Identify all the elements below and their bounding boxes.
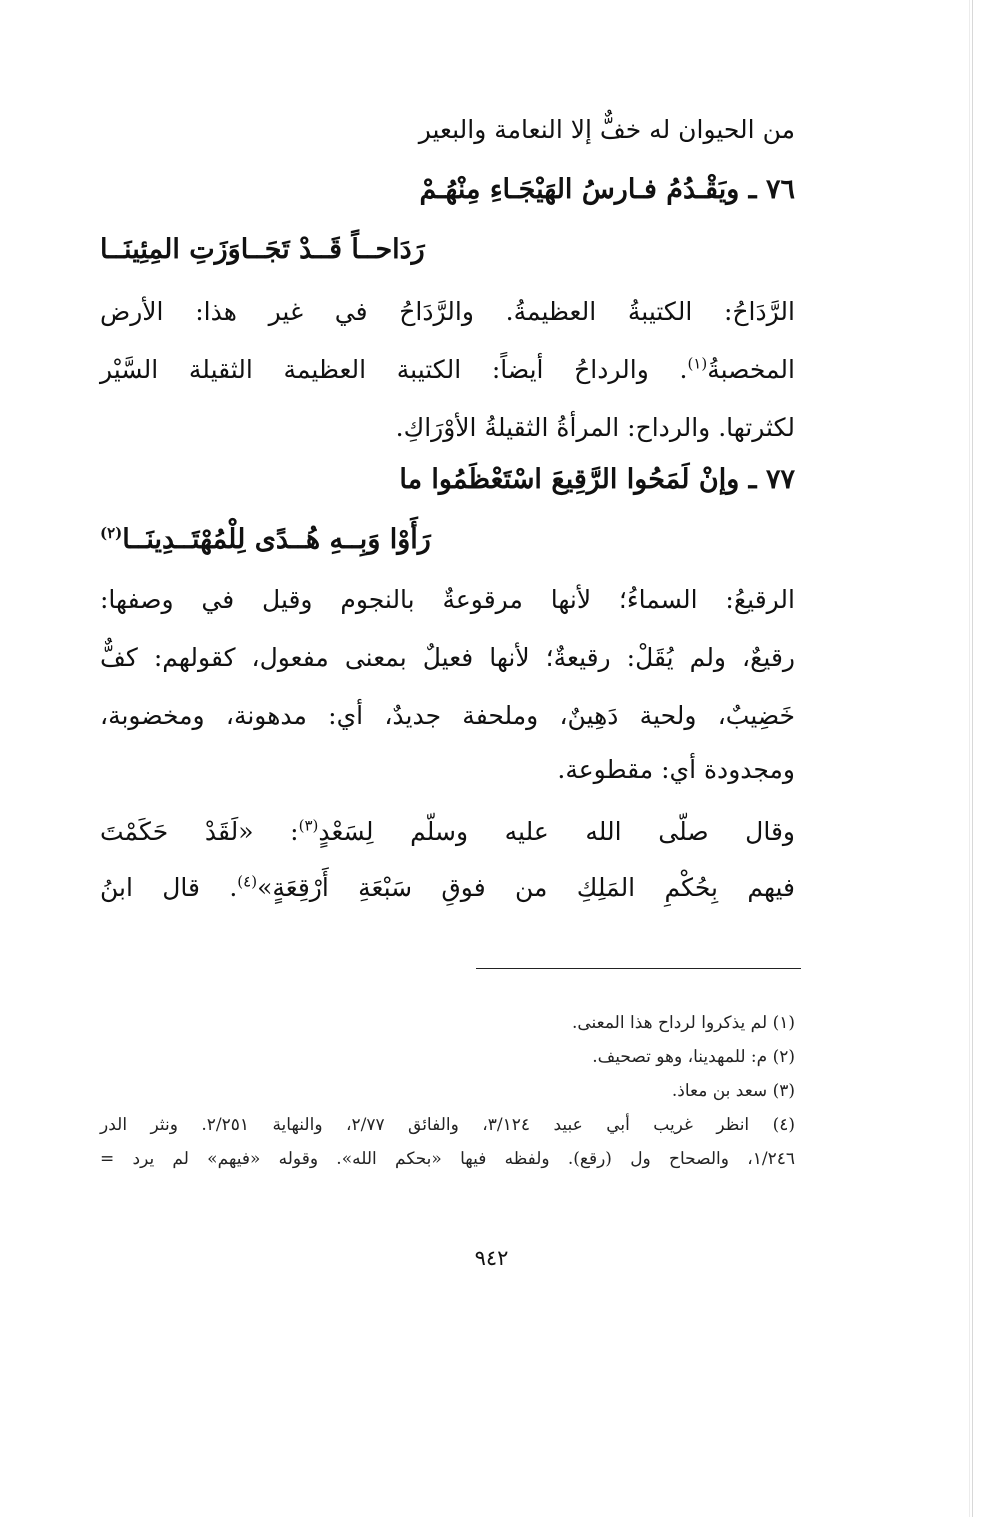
footnote-ref-2: (٢) (100, 524, 123, 542)
para-2-line-4 (557, 742, 795, 798)
para-1-line-2 (100, 342, 795, 398)
verse-76-line-2 (100, 222, 425, 278)
text-line: وقال صلّى الله عليه وسلّم لِسَعْدٍ (318, 817, 795, 846)
footnote-2: (٢) م: للمهدينا، وهو تصحيف. (592, 1047, 795, 1067)
text-line: . والرداحُ أيضاً: الكتيبة العظيمة الثقيلة السَّيْر (100, 355, 688, 384)
para-2-line-1 (100, 572, 795, 628)
text-line: . قال ابنُ (100, 873, 238, 902)
verse-text: رَدَاحــاً قَــدْ تَجَــاوَزَتِ المِئِينَــا (100, 234, 425, 265)
footnote-ref-1: (١) (687, 354, 708, 373)
verse-text: ٧٧ ـ وإنْ لَمَحُوا الرَّقِيعَ اسْتَعْظَمُوا ما (399, 464, 795, 495)
page-edge-line (972, 0, 973, 1517)
para-3-line-2 (100, 860, 795, 916)
text-line: رقيعٌ، ولم يُقَلْ: رقيعةٌ؛ لأنها فعيلٌ بمعنى مفعول، كقولهم: كفٌّ (100, 643, 795, 672)
para-1-line-1 (100, 284, 795, 340)
footnote-ref-3: (٣) (298, 816, 319, 835)
text-line: : «لَقَدْ حَكَمْتَ (100, 817, 299, 846)
footnote-separator (476, 968, 801, 969)
verse-77-line-1 (399, 452, 795, 508)
text-line: ومجدودة أي: مقطوعة. (557, 755, 795, 784)
text-line: الرقيعُ: السماءُ؛ لأنها مرقوعةٌ بالنجوم وقيل في وصفها: (100, 585, 795, 614)
para-2-line-2 (100, 630, 795, 686)
text-line: الرَّدَاحُ: الكتيبةُ العظيمةُ. والرَّدَاحُ في غير هذا: الأرض (100, 297, 795, 326)
footnote-3: (٣) سعد بن معاذ. (671, 1081, 795, 1101)
text-line (419, 102, 795, 158)
verse-text: رَأَوْا وَبِــهِ هُــدًى لِلْمُهْتَــدِينَــا (122, 524, 431, 555)
text-line: لكثرتها. والرداح: المرأةُ الثقيلةُ الأوْرَاكِ. (395, 413, 795, 442)
page-number: ٩٤٢ (474, 1246, 509, 1270)
body-line-1: من الحيوان له خفٌّ إلا النعامة والبعير (418, 115, 795, 144)
footnote-ref-4: (٤) (237, 872, 258, 891)
footnote-1: (١) لم يذكروا لرداح هذا المعنى. (571, 1013, 795, 1033)
text-line: المخصبةُ (707, 355, 795, 384)
para-1-line-3 (396, 400, 795, 456)
footnote-4-continued: ١/٢٤٦، والصحاح ول (رقع). ولفظه فيها «بحكم الله». وقوله «فيهم» لم يرد = (100, 1149, 795, 1169)
verse-text: ٧٦ ـ ويَقْـدُمُ فـارسُ الهَيْجَـاءِ مِنْهُـمْ (419, 174, 795, 205)
para-2-line-3 (100, 688, 795, 744)
para-3-line-1 (100, 804, 795, 860)
text-line: فيهم بِحُكْمِ المَلِكِ من فوقِ سَبْعَةِ أَرْقِعَةٍ» (257, 873, 795, 902)
verse-76-line-1 (420, 162, 796, 218)
text-line: خَضِيبٌ، ولحية دَهِينٌ، وملحفة جديدٌ، أي: مدهونة، ومخضوبة، (100, 701, 795, 730)
verse-77-line-2 (100, 512, 431, 568)
footnote-4: (٤) انظر غريب أبي عبيد ٣/١٢٤، والفائق ٢/٧٧، والنهاية ٢/٢٥١. ونثر الدر (100, 1115, 795, 1135)
page-edge-line-inner (969, 0, 970, 1517)
